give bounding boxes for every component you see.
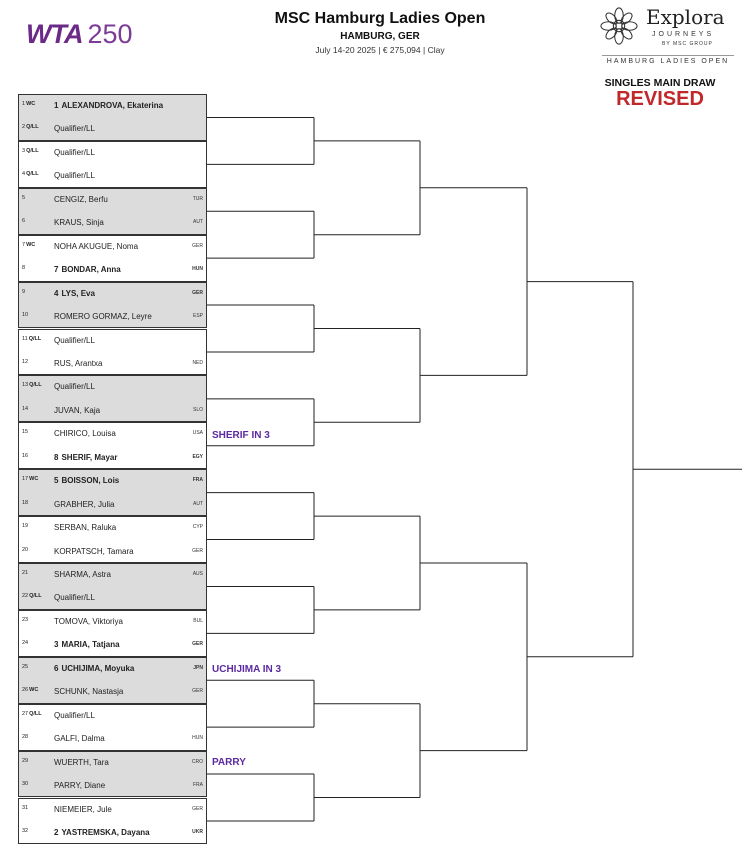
position-number: 1 xyxy=(22,101,26,107)
player-nation: AUS xyxy=(192,571,203,577)
player-nation: NED xyxy=(192,359,203,366)
position-number: 31 xyxy=(22,804,29,811)
entry-status: Q/LL xyxy=(26,124,39,131)
player-nation: USA xyxy=(192,430,203,437)
player-nation: BUL xyxy=(193,617,203,624)
entry-status: Q/LL xyxy=(29,593,42,600)
player-name-text: SCHUNK, Nastasja xyxy=(54,687,124,697)
player-nation: CYP xyxy=(192,524,203,531)
player-name-text: SHERIF, Mayar xyxy=(61,452,118,462)
player-name-text: ALEXANDROVA, Ekaterina xyxy=(61,101,164,110)
player-name-text: KRAUS, Sinja xyxy=(54,218,104,228)
player-name-text: TOMOVA, Viktoriya xyxy=(54,616,123,626)
sponsor-brand: Explora xyxy=(646,5,725,29)
position-number: 12 xyxy=(22,358,29,365)
player-name-text: WUERTH, Tara xyxy=(54,757,109,767)
player-nation: GER xyxy=(192,641,203,648)
seed-number: 7 xyxy=(54,265,59,275)
seed-number: 5 xyxy=(54,476,59,486)
player-nation: GER xyxy=(192,242,203,249)
draw-type: SINGLES MAIN DRAW xyxy=(604,77,716,89)
player-name-text: PARRY, Diane xyxy=(54,781,106,791)
entry-status: Q/LL xyxy=(29,710,42,717)
player-nation: CRO xyxy=(191,758,203,765)
player-nation: HUN xyxy=(192,735,203,742)
position-number: 16 xyxy=(22,452,29,459)
player-name-text: RUS, Arantxa xyxy=(54,358,103,368)
position-number: 32 xyxy=(22,827,29,834)
result-note-parry: PARRY xyxy=(212,757,246,768)
position-number: 25 xyxy=(22,663,29,670)
position-number: 21 xyxy=(22,570,29,576)
position-number: 22 xyxy=(22,593,29,600)
position-number: 23 xyxy=(22,616,29,623)
position-number: 29 xyxy=(22,757,29,764)
player-nation: FRA xyxy=(192,477,203,484)
position-number: 10 xyxy=(22,312,29,319)
player-nation: GER xyxy=(192,688,203,695)
player-name-text: BONDAR, Anna xyxy=(61,265,121,275)
sponsor-sub: JOURNEYS xyxy=(652,31,715,38)
player-name-text: NOHA AKUGUE, Noma xyxy=(54,241,139,251)
entry-status: Q/LL xyxy=(29,382,42,389)
player-nation: EGY xyxy=(192,453,203,460)
player-name-text: MARIA, Tatjana xyxy=(61,640,120,650)
seed-number: 1 xyxy=(54,101,59,110)
player-nation: UKR xyxy=(192,828,203,835)
sponsor-event: HAMBURG LADIES OPEN xyxy=(602,55,734,65)
position-number: 11 xyxy=(22,335,28,342)
position-number: 6 xyxy=(22,218,26,225)
position-number: 17 xyxy=(22,476,29,483)
result-note-sherif: SHERIF IN 3 xyxy=(212,430,270,441)
player-name-text: JUVAN, Kaja xyxy=(54,405,101,415)
player-nation: GER xyxy=(192,547,203,554)
entry-status: WC xyxy=(26,101,36,107)
player-name-text: Qualifier/LL xyxy=(54,382,95,392)
player-name-text: LYS, Eva xyxy=(61,288,95,298)
tournament-details: July 14-20 2025 | € 275,094 | Clay xyxy=(315,45,445,55)
position-number: 9 xyxy=(22,288,26,295)
player-name-text: CENGIZ, Berfu xyxy=(54,194,108,204)
tournament-location: HAMBURG, GER xyxy=(340,31,420,42)
position-number: 20 xyxy=(22,546,29,553)
sponsor-group: BY MSC GROUP xyxy=(662,41,713,47)
entry-status: Q/LL xyxy=(28,335,42,342)
position-number: 15 xyxy=(22,429,29,436)
position-number: 3 xyxy=(22,147,26,154)
position-number: 26 xyxy=(22,687,29,694)
entry-status: WC xyxy=(29,687,39,694)
player-name-text: SERBAN, Raluka xyxy=(54,523,117,533)
position-number: 27 xyxy=(22,710,29,717)
player-name-text: ROMERO GORMAZ, Leyre xyxy=(54,312,152,322)
position-number: 24 xyxy=(22,640,29,647)
position-number: 19 xyxy=(22,523,29,530)
player-name-text: Qualifier/LL xyxy=(54,335,95,345)
player-name-text: SHARMA, Astra xyxy=(54,570,111,579)
player-name-text: BOISSON, Lois xyxy=(61,476,120,486)
player-name-text: Qualifier/LL xyxy=(54,593,95,603)
position-number: 5 xyxy=(22,194,26,201)
player-name-text: NIEMEIER, Jule xyxy=(54,804,112,814)
position-number: 2 xyxy=(22,124,26,131)
player-name-text: UCHIJIMA, Moyuka xyxy=(61,663,135,673)
player-nation: HUN xyxy=(192,266,203,273)
seed-number: 4 xyxy=(54,288,59,298)
player-nation: AUT xyxy=(193,219,203,226)
player-name-text: Qualifier/LL xyxy=(54,171,95,181)
player-nation: ESP xyxy=(192,313,203,320)
player-nation: SLO xyxy=(192,406,203,413)
position-number: 14 xyxy=(22,405,29,412)
seed-number: 6 xyxy=(54,663,59,673)
tournament-title: MSC Hamburg Ladies Open xyxy=(274,10,486,27)
position-number: 18 xyxy=(22,499,29,506)
player-name-text: KORPATSCH, Tamara xyxy=(54,546,134,556)
player-name-text: GRABHER, Julia xyxy=(54,499,115,509)
player-nation: GER xyxy=(192,289,203,296)
seed-number: 8 xyxy=(54,452,59,462)
entry-status: Q/LL xyxy=(26,147,39,154)
player-name-text: GALFI, Dalma xyxy=(54,734,105,744)
player-name-text: Qualifier/LL xyxy=(54,124,95,134)
position-number: 7 xyxy=(22,241,26,248)
seed-number: 2 xyxy=(54,827,59,837)
player-name-text: YASTREMSKA, Dayana xyxy=(61,827,150,837)
wta-logo-level: 250 xyxy=(87,19,133,49)
position-number: 4 xyxy=(22,171,26,178)
player-name-text: Qualifier/LL xyxy=(54,710,95,720)
player-name-text: Qualifier/LL xyxy=(54,147,95,157)
player-nation: AUT xyxy=(193,500,203,507)
position-number: 30 xyxy=(22,781,29,788)
result-note-uchijima: UCHIJIMA IN 3 xyxy=(212,664,282,675)
player-nation: GER xyxy=(192,805,203,812)
player-nation: TUR xyxy=(192,195,203,202)
player-name-text: CHIRICO, Louisa xyxy=(54,429,116,439)
position-number: 8 xyxy=(22,265,26,272)
revised-label: REVISED xyxy=(616,88,704,110)
player-nation: FRA xyxy=(193,782,203,789)
entry-status: WC xyxy=(26,241,36,248)
player-nation: JPN xyxy=(193,664,203,671)
position-number: 28 xyxy=(22,734,29,741)
entry-status: WC xyxy=(29,476,39,483)
wta-logo-text: WTA xyxy=(26,19,83,49)
entry-status: Q/LL xyxy=(26,171,39,178)
seed-number: 3 xyxy=(54,640,59,650)
position-number: 13 xyxy=(22,382,29,389)
